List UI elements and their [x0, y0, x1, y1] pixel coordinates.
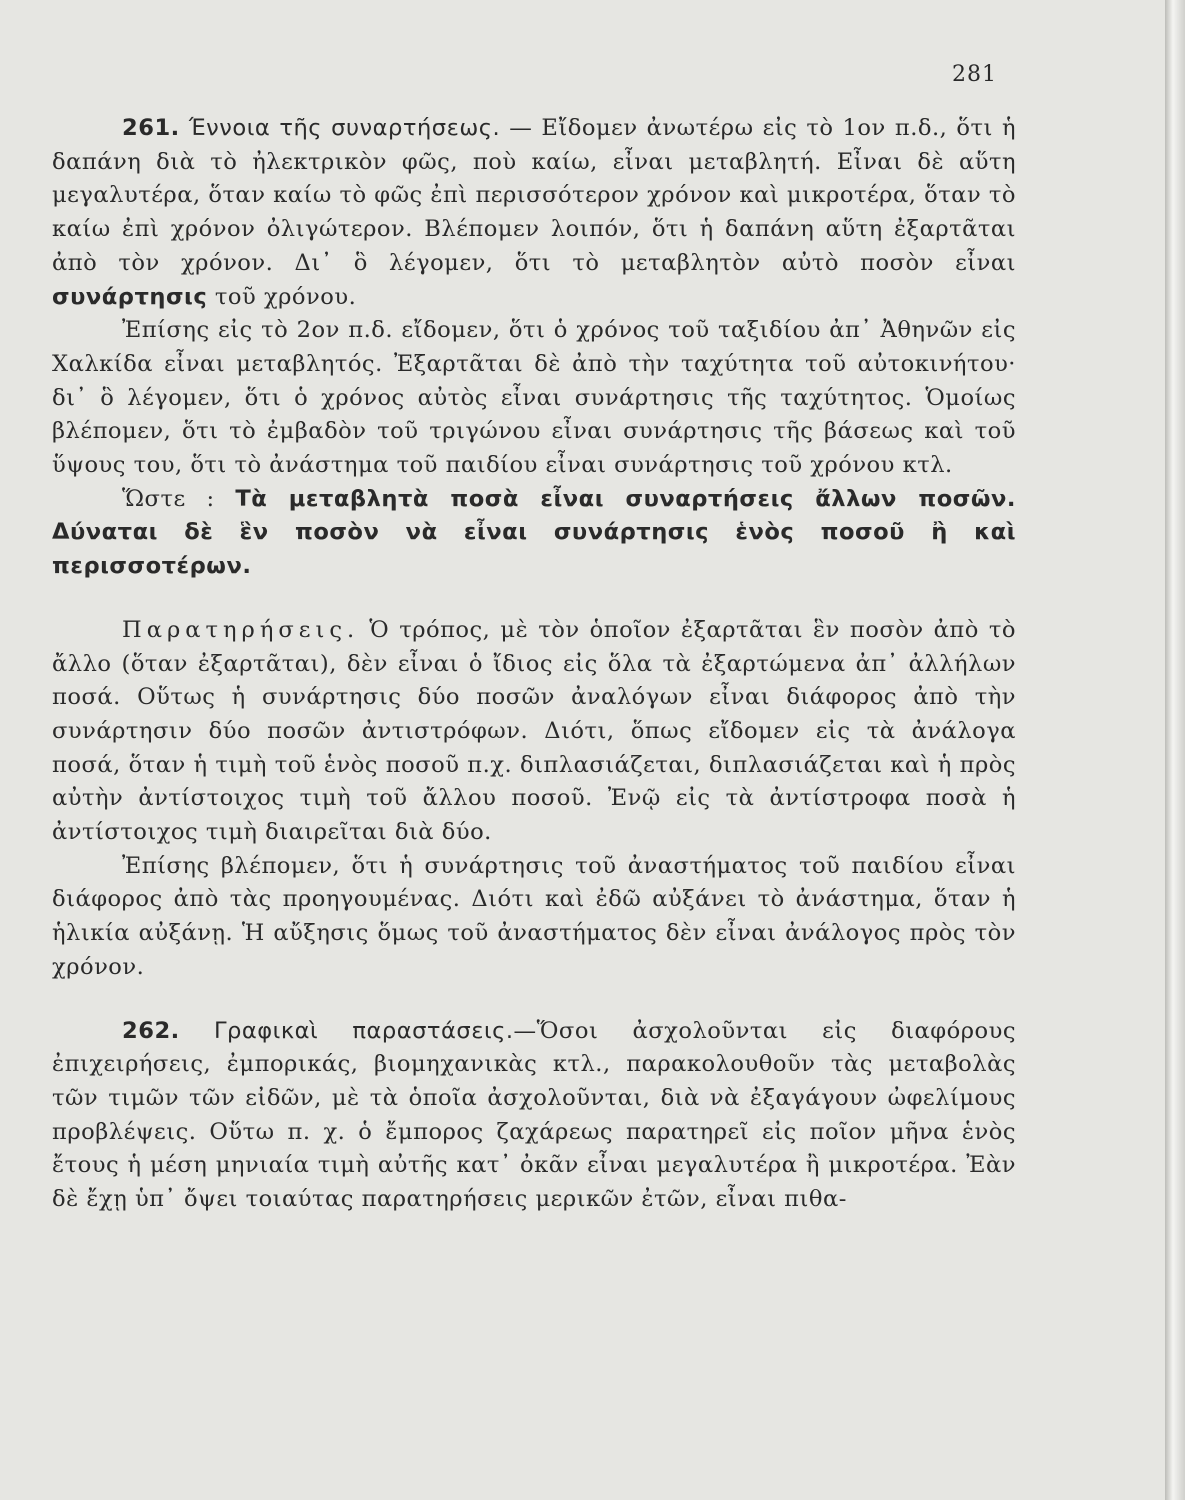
remarks-label: Παρατηρήσεις. [122, 616, 360, 643]
section-number: 262. [122, 1017, 180, 1044]
paragraph-text: τοῦ χρόνου. [207, 283, 357, 310]
section-261-paragraph [52, 112, 1016, 314]
section-title: Γραφικαὶ παραστάσεις. [213, 1017, 514, 1044]
section-261-paragraph-2: Ἐπίσης εἰς τὸ 2ον π.δ. εἴδομεν, ὅτι ὁ χρόνος τοῦ ταξιδίου ἀπ᾽ Ἀθηνῶν εἰς Χαλκίδα εἶναι μεταβλητός. Ἐξαρτᾶται δὲ ἀπὸ τὴν ταχύτητα τοῦ αὐτοκινήτου· δι᾽ ὃ λέγομεν, ὅτι ὁ χρόνος αὐτὸς εἶναι συνάρτησις τῆς ταχύτητος. Ὁμοίως βλέπομεν, ὅτι τὸ ἐμβαδὸν τοῦ τριγώνου εἶναι συνάρτησις τῆς βάσεως καὶ τοῦ ὕψους του, ὅτι τὸ ἀνάστημα τοῦ παιδίου εἶναι συνάρτησις τοῦ χρόνου κτλ. [52, 317, 1016, 479]
section-262-paragraph [52, 1015, 1016, 1217]
page-body [52, 112, 1016, 1217]
page-number: 281 [952, 62, 997, 87]
conclusion-lead: Ὥστε : [122, 485, 236, 512]
remarks-paragraph-2: Ἐπίσης βλέπομεν, ὅτι ἡ συνάρτησις τοῦ ἀναστήματος τοῦ παιδίου εἶναι διάφορος ἀπὸ τὰς προηγουμένας. Διότι καὶ ἐδῶ αὐξάνει τὸ ἀνάστημα, ὅταν ἡ ἡλικία αὐξάνῃ. Ἡ αὔξησις ὅμως τοῦ ἀναστήματος δὲν εἶναι ἀνάλογος πρὸς τὸν χρόνον. [52, 852, 1016, 980]
section-number: 261. [122, 115, 180, 141]
bold-term: συνάρτησις [52, 283, 208, 310]
paragraph-text: —Ὅσοι ἀσχολοῦνται εἰς διαφόρους ἐπιχειρήσεις, ἐμπορικάς, βιομηχανικὰς κτλ., παρακολουθοῦν τὰς μεταβολὰς τῶν τιμῶν τῶν εἰδῶν, μὲ τὰ ὁποῖα ἀσχολοῦνται, διὰ νὰ ἐξαγάγουν ὠφελίμους προβλέψεις. Οὕτω π. χ. ὁ ἔμπορος ζαχάρεως παρατηρεῖ εἰς ποῖον μῆνα ἑνὸς ἔτους ἡ μέση μηνιαία τιμὴ αὐτῆς κατ᾽ ὀκᾶν εἶναι μεγαλυτέρα ἢ μικροτέρα. Ἐὰν δὲ ἔχῃ ὑπ᾽ ὄψει τοιαύτας παρατηρήσεις μερικῶν ἐτῶν, εἶναι πιθα- [52, 1017, 1016, 1213]
paragraph-text: — Εἴδομεν ἀνωτέρω εἰς τὸ 1ον π.δ., ὅτι ἡ δαπάνη διὰ τὸ ἠλεκτρικὸν φῶς, ποὺ καίω, εἶναι μεταβλητή. Εἶναι δὲ αὕτη μεγαλυτέρα, ὅταν καίω τὸ φῶς ἐπὶ περισσότερον χρόνον καὶ μικροτέρα, ὅταν τὸ καίω ἐπὶ χρόνον ὀλιγώτερον. Βλέπομεν λοιπόν, ὅτι ἡ δαπάνη αὕτη ἐξαρτᾶται ἀπὸ τὸν χρόνον. Δι᾽ ὃ λέγομεν, ὅτι τὸ μεταβλητὸν αὐτὸ ποσὸν εἶναι [52, 115, 1016, 276]
section-title: Έννοια τῆς συναρτήσεως. [188, 115, 501, 141]
conclusion-statement: Τὰ μεταβλητὰ ποσὰ εἶναι συναρτήσεις ἄλλων ποσῶν. Δύναται δὲ ἓν ποσὸν νὰ εἶναι συνάρτησις ἑνὸς ποσοῦ ἢ καὶ περισσοτέρων. [52, 485, 1016, 580]
section-261-conclusion [52, 483, 1016, 584]
remarks-text: Ὁ τρόπος, μὲ τὸν ὁποῖον ἐξαρτᾶται ἓν ποσὸν ἀπὸ τὸ ἄλλο (ὅταν ἐξαρτᾶται), δὲν εἶναι ὁ ἴδιος εἰς ὅλα τὰ ἐξαρτώμενα ἀπ᾽ ἀλλήλων ποσά. Οὕτως ἡ συνάρτησις δύο ποσῶν ἀναλόγων εἶναι διάφορος ἀπὸ τὴν συνάρτησιν δύο ποσῶν ἀντιστρόφων. Διότι, ὅπως εἴδομεν εἰς τὰ ἀνάλογα ποσά, ὅταν ἡ τιμὴ τοῦ ἑνὸς ποσοῦ π.χ. διπλασιάζεται, διπλασιάζεται καὶ ἡ πρὸς αὐτὴν ἀντίστοιχος τιμὴ τοῦ ἄλλου ποσοῦ. Ἐνῷ εἰς τὰ ἀντίστροφα ποσὰ ἡ ἀντίστοιχος τιμὴ διαιρεῖται διὰ δύο. [52, 616, 1016, 846]
page-edge [1165, 0, 1185, 1500]
remarks-paragraph [52, 614, 1016, 850]
